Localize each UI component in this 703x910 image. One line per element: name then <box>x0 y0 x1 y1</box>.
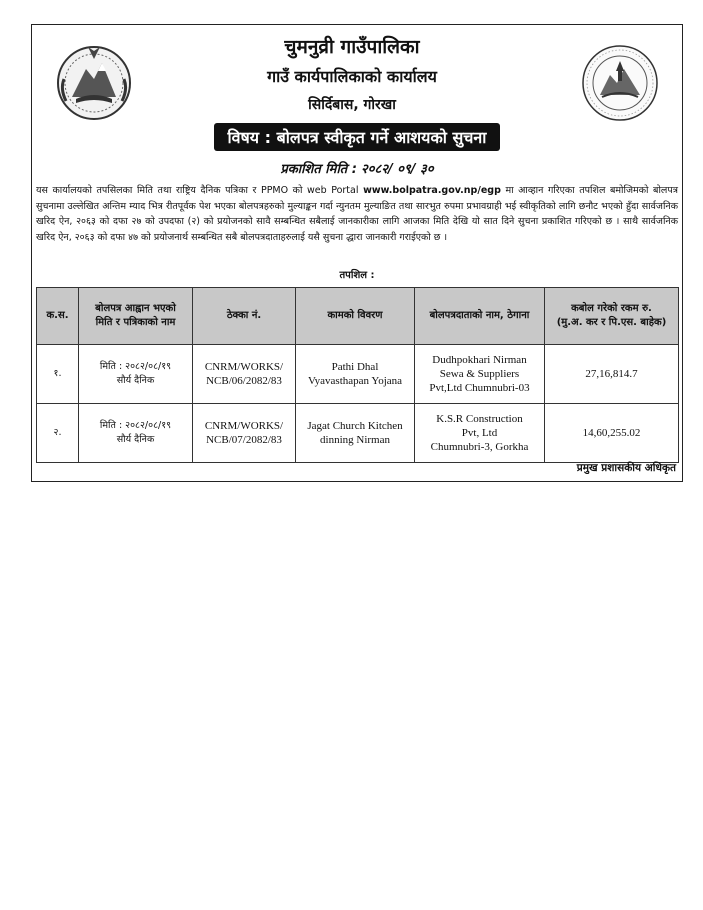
office-location: सिर्दिबास, गोरखा <box>308 97 396 113</box>
header-amount-line2: (मु.अ. कर र पि.एस. बाहेक) <box>556 317 667 328</box>
cell-work-line1: Pathi Dhal <box>331 361 379 373</box>
published-label: प्रकाशित मिति : <box>280 162 357 177</box>
cell-contract <box>193 404 296 463</box>
header-work: कामको विवरण <box>296 288 415 345</box>
notice-frame <box>31 24 683 482</box>
body-text-part2: मा आव्हान गरिएका तपशिल बमोजिमको बोलपत्र सुचनामा उल्लेखित अन्तिम म्याद भित्र रीतपूर्वक पेश भएका बोलपत्रहरुको मुल्याङ्कन गर्दा न्युनतम मुल्याङित तथा सारभुत रुपमा प्रभावग्राही भई स्वीकृतिको लागि छनौट भएको हुँदा सार्वजनिक खरिद ऐन, २०६३ को दफा २७ को उपदफा (२) को प्रयोजनको सावै सम्बन्धित सबैलाई जानकारीका लागि आजका मिति देखि यो सात दिने सुचना प्रकाशित गरिएको छ । साथै सार्वजनिक खरिद ऐन, २०६३ को दफा ४७ को प्रयोजनार्थ सम्बन्धित सबै बोलपत्रदाताहरुलाई यसै सुचना द्धारा जानकारी गराईएको छ । <box>36 185 678 243</box>
portal-link[interactable]: www.bolpatra.gov.np/egp <box>363 185 501 196</box>
published-date-line <box>32 159 682 177</box>
cell-work-line2: dinning Nirman <box>320 434 390 446</box>
header-notice <box>79 288 193 345</box>
cell-bidder-line2: Pvt, Ltd <box>461 427 498 439</box>
cell-bidder-line3: Chumnubri-3, Gorkha <box>430 441 529 453</box>
signature-title: प्रमुख प्रशासकीय अधिकृत <box>576 462 676 474</box>
nepal-emblem-icon <box>52 39 136 123</box>
cell-bidder-line1: Dudhpokhari Nirman <box>432 354 527 366</box>
cell-notice-date: मिति : २०८२/०८/१९ <box>99 420 172 431</box>
cell-contract-line2: NCB/06/2082/83 <box>206 375 282 387</box>
cell-sn: २. <box>37 404 79 463</box>
cell-bidder-line1: K.S.R Construction <box>436 413 523 425</box>
header-amount-line1: कबोल गरेको रकम रु. <box>571 303 652 314</box>
header-notice-line2: मिति र पत्रिकाको नाम <box>95 317 176 328</box>
cell-work-line1: Jagat Church Kitchen <box>307 420 403 432</box>
header-notice-line1: बोलपत्र आह्वान भएको <box>95 303 176 314</box>
notice-body <box>36 183 678 245</box>
table-header-row <box>37 288 679 345</box>
cell-newspaper: सौर्य दैनिक <box>116 434 155 445</box>
cell-contract-line1: CNRM/WORKS/ <box>204 361 284 373</box>
header-amount <box>545 288 679 345</box>
body-text-part1: यस कार्यालयको तपसिलका मिति तथा राष्ट्रिय दैनिक पत्रिका र PPMO को web Portal <box>36 185 364 196</box>
table-row <box>37 404 679 463</box>
cell-bidder <box>415 404 545 463</box>
schedule-title: तपशिल : <box>339 270 375 281</box>
cell-work-line2: Vyavasthapan Yojana <box>307 375 403 387</box>
cell-notice-date: मिति : २०८२/०८/१९ <box>99 361 172 372</box>
cell-notice <box>79 345 193 404</box>
bid-table <box>36 287 679 463</box>
cell-contract-line2: NCB/07/2082/83 <box>206 434 282 446</box>
office-name: गाउँ कार्यपालिकाको कार्यालय <box>267 67 437 86</box>
cell-work <box>296 345 415 404</box>
header-sn: क.स. <box>37 288 79 345</box>
cell-amount: 14,60,255.02 <box>545 404 679 463</box>
subject-banner: विषय : बोलपत्र स्वीकृत गर्ने आशयको सुचना <box>214 123 501 151</box>
cell-newspaper: सौर्य दैनिक <box>116 375 155 386</box>
cell-bidder-line2: Sewa & Suppliers <box>439 368 520 380</box>
header-bidder: बोलपत्रदाताको नाम, ठेगाना <box>415 288 545 345</box>
cell-bidder <box>415 345 545 404</box>
cell-sn: १. <box>37 345 79 404</box>
municipality-name: चुमनुव्री गाउँपालिका <box>284 36 420 58</box>
cell-bidder-line3: Pvt,Ltd Chumnubri-03 <box>429 382 530 394</box>
table-row <box>37 345 679 404</box>
header-contract: ठेक्का नं. <box>193 288 296 345</box>
cell-contract <box>193 345 296 404</box>
municipality-seal-icon <box>580 43 660 123</box>
cell-notice <box>79 404 193 463</box>
published-date: २०८२/ ०९/ ३० <box>360 162 434 177</box>
cell-contract-line1: CNRM/WORKS/ <box>204 420 284 432</box>
cell-amount: 27,16,814.7 <box>545 345 679 404</box>
cell-work <box>296 404 415 463</box>
